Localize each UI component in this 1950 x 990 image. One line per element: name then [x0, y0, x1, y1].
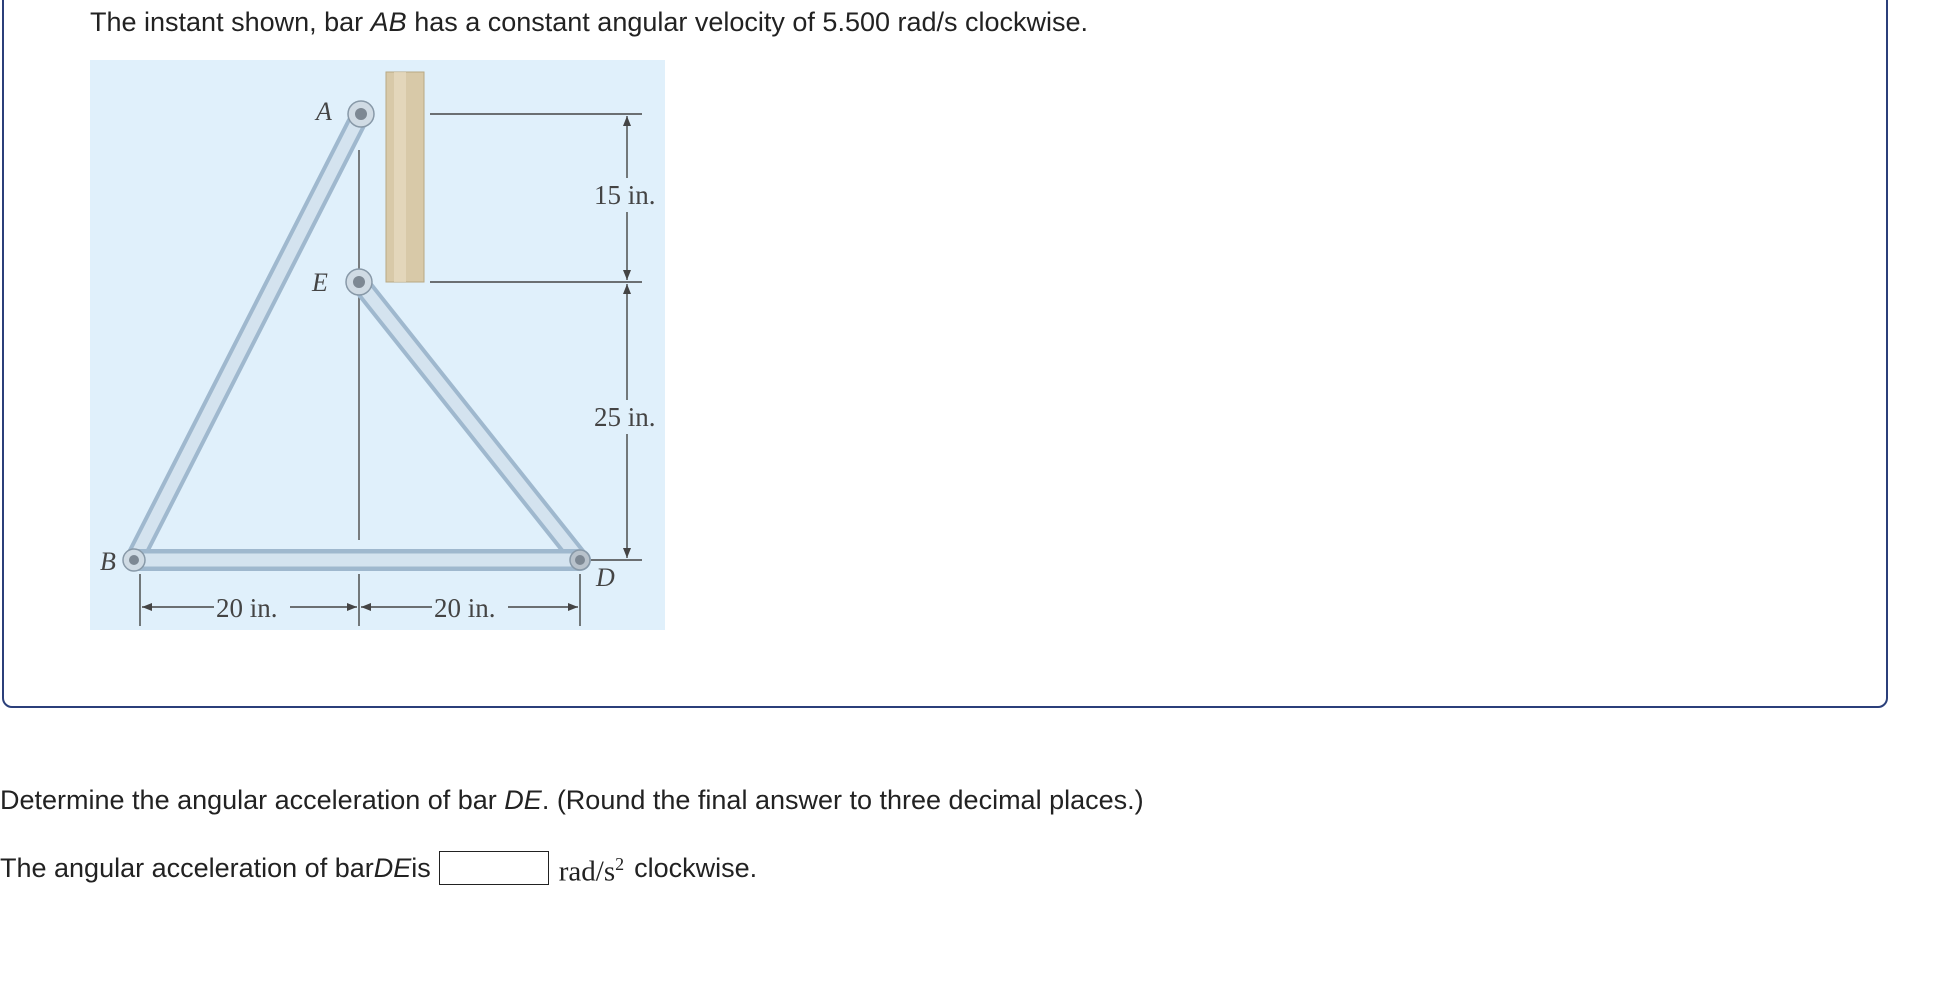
mechanism-figure: [90, 60, 665, 630]
dim-vertical-bottom: 25 in.: [594, 402, 656, 432]
statement-before: The instant shown, bar: [90, 7, 371, 37]
dim-vertical-top: 15 in.: [594, 180, 656, 210]
answer-unit: [559, 844, 624, 892]
label-e: E: [312, 268, 328, 297]
problem-card: [2, 0, 1888, 708]
question-text: [0, 782, 1144, 818]
problem-statement: [90, 4, 1088, 40]
unit-exponent: 2: [615, 854, 625, 874]
question-bar-de: DE: [504, 785, 542, 815]
answer-line: [0, 844, 757, 892]
label-a: A: [316, 97, 332, 126]
label-b: B: [100, 547, 116, 576]
question-after: . (Round the final answer to three decimal places.): [541, 785, 1144, 815]
dim-horizontal-right: 20 in.: [434, 593, 496, 623]
label-d: D: [596, 563, 615, 592]
answer-direction: clockwise.: [634, 852, 758, 883]
statement-after: has a constant angular velocity of 5.500 rad/s clockwise.: [406, 7, 1089, 37]
answer-bar-de: DE: [373, 852, 412, 883]
dim-horizontal-left: 20 in.: [216, 593, 278, 623]
answer-input[interactable]: [439, 851, 549, 885]
statement-bar-ab: AB: [370, 7, 407, 37]
answer-prefix: The angular acceleration of bar: [0, 852, 374, 883]
answer-is: is: [411, 852, 431, 883]
question-before: Determine the angular acceleration of bar: [0, 785, 505, 815]
unit-base: rad/s: [558, 855, 616, 888]
